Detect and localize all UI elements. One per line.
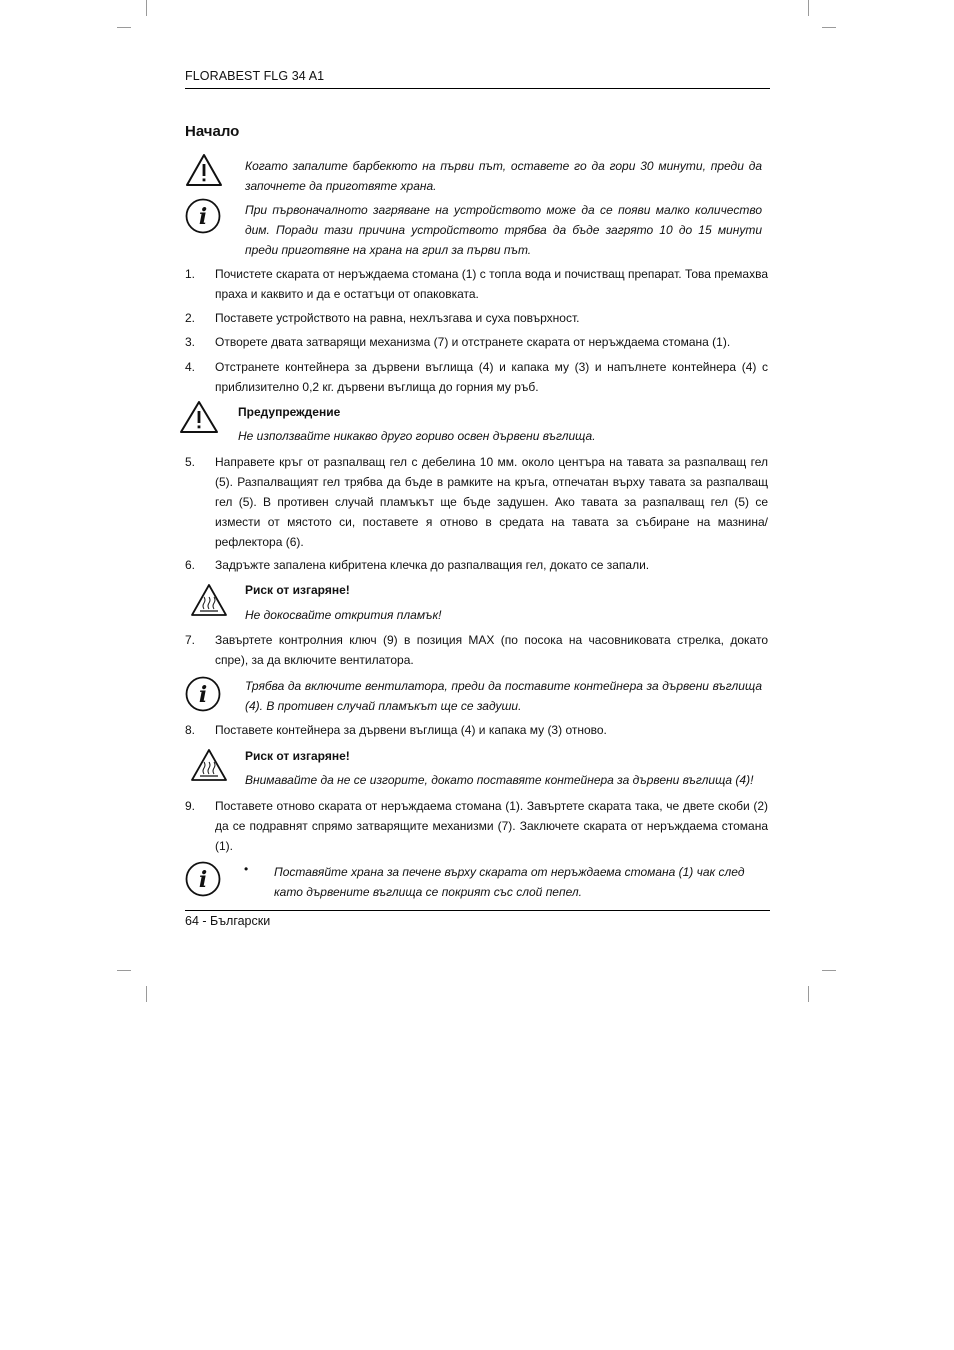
crop-mark	[808, 0, 809, 16]
info-icon	[185, 676, 221, 717]
warning-title: Предупреждение	[238, 405, 341, 419]
step-number: 9.	[185, 799, 196, 813]
footer-divider	[185, 910, 770, 911]
section-title: Начало	[185, 123, 240, 140]
crop-mark	[146, 0, 147, 16]
crop-mark	[117, 27, 131, 28]
list-item	[185, 332, 768, 352]
note-smoke: При първоначалното загряване на устройството може да се появи малко количество дим. Поради тази причина устройството трябва да бъде загрято 10 до 15 минути преди приготвяне на храна на грил за първи път.	[245, 203, 762, 257]
step-text: Почистете скарата от неръждаема стомана (1) с топла вода и почистващ препарат. Това премахва праха и каквито и да е остатъци от опаковката.	[215, 267, 768, 301]
warning-triangle-icon	[185, 153, 223, 192]
step-number: 8.	[185, 723, 196, 737]
list-item	[185, 452, 768, 552]
step-number: 6.	[185, 558, 196, 572]
list-item	[185, 555, 768, 575]
crop-mark	[822, 27, 836, 28]
step-text: Поставете отново скарата от неръждаема стомана (1). Завъртете скарата така, че двете скоби (2) да се подравнят спрямо затварящите механизми (7). Заключете скарата от неръждаема стомана (1).	[215, 799, 768, 853]
crop-mark	[822, 970, 836, 971]
warning-title: Риск от изгаряне!	[245, 583, 350, 597]
list-item	[185, 796, 768, 856]
step-text: Задръжте запалена кибритена клечка до разпалващия гел, докато се запали.	[215, 558, 650, 572]
warning-text: Не докосвайте открития пламък!	[245, 608, 442, 622]
list-item	[185, 264, 768, 304]
crop-mark	[146, 986, 147, 1002]
crop-mark	[808, 986, 809, 1002]
step-number: 2.	[185, 311, 196, 325]
list-item	[185, 357, 768, 397]
svg-text:i: i	[198, 682, 208, 708]
warning-text: Не използвайте никакво друго гориво освен дървени въглища.	[238, 429, 596, 443]
note-bullet: Поставяйте храна за печене върху скарата от неръждаема стомана (1) чак след като дървените въглища се покрият със слой пепел.	[274, 865, 745, 899]
step-number: 4.	[185, 360, 196, 374]
crop-mark	[117, 970, 131, 971]
step-text: Завъртете контролния ключ (9) в позиция MAX (по посока на часовниковата стрелка, докато спре), за да включите вентилатора.	[215, 633, 768, 667]
header-divider	[185, 88, 770, 89]
step-text: Отстранете контейнера за дървени въглища (4) и капака му (3) и напълнете контейнера (4) с приблизително 0,2 кг. дървени въглища до горния му ръб.	[215, 360, 768, 394]
page-header: FLORABEST FLG 34 A1	[185, 69, 325, 83]
info-icon	[185, 861, 221, 902]
step-text: Поставете контейнера за дървени въглища (4) и капака му (3) отново.	[215, 723, 607, 737]
step-number: 7.	[185, 633, 196, 647]
note-first-use: Когато запалите барбекюто на първи път, оставете го да гори 30 минути, преди да започнете да приготвяте храна.	[245, 159, 762, 193]
list-item	[185, 308, 768, 328]
hot-surface-icon	[190, 583, 228, 622]
bullet-icon: •	[244, 862, 249, 876]
warning-triangle-icon	[179, 400, 219, 439]
hot-surface-icon	[190, 748, 228, 787]
svg-text:i: i	[198, 867, 208, 893]
step-number: 5.	[185, 455, 196, 469]
warning-title: Риск от изгаряне!	[245, 749, 350, 763]
step-text: Отворете двата затварящи механизма (7) и отстранете скарата от неръждаема стомана (1).	[215, 335, 731, 349]
warning-text: Внимавайте да не се изгорите, докато поставяте контейнера за дървени въглища (4)!	[245, 773, 754, 787]
page-footer: 64 - Български	[185, 914, 271, 928]
step-number: 1.	[185, 267, 196, 281]
list-item	[185, 630, 768, 670]
step-text: Направете кръг от разпалващ гел с дебелина 10 мм. около центъра на тавата за разпалващ гел (5). Разпалващият гел трябва да бъде в рамките на кръга, отпечатан върху тавата за разпалващ гел (5). В противен случай пламъкът ще бъде задушен. Ако тавата за разпалващ гел (5) се измести от мястото си, поставете я отново в средата на тавата за събиране на мазнина/рефлектора (6).	[215, 455, 768, 549]
step-number: 3.	[185, 335, 196, 349]
info-icon	[185, 198, 221, 239]
list-item	[185, 720, 768, 740]
step-text: Поставете устройството на равна, нехлъзгава и суха повърхност.	[215, 311, 580, 325]
svg-text:i: i	[198, 204, 208, 230]
note-fan: Трябва да включите вентилатора, преди да поставите контейнера за дървени въглища (4). В противен случай пламъкът ще се задуши.	[245, 679, 762, 713]
